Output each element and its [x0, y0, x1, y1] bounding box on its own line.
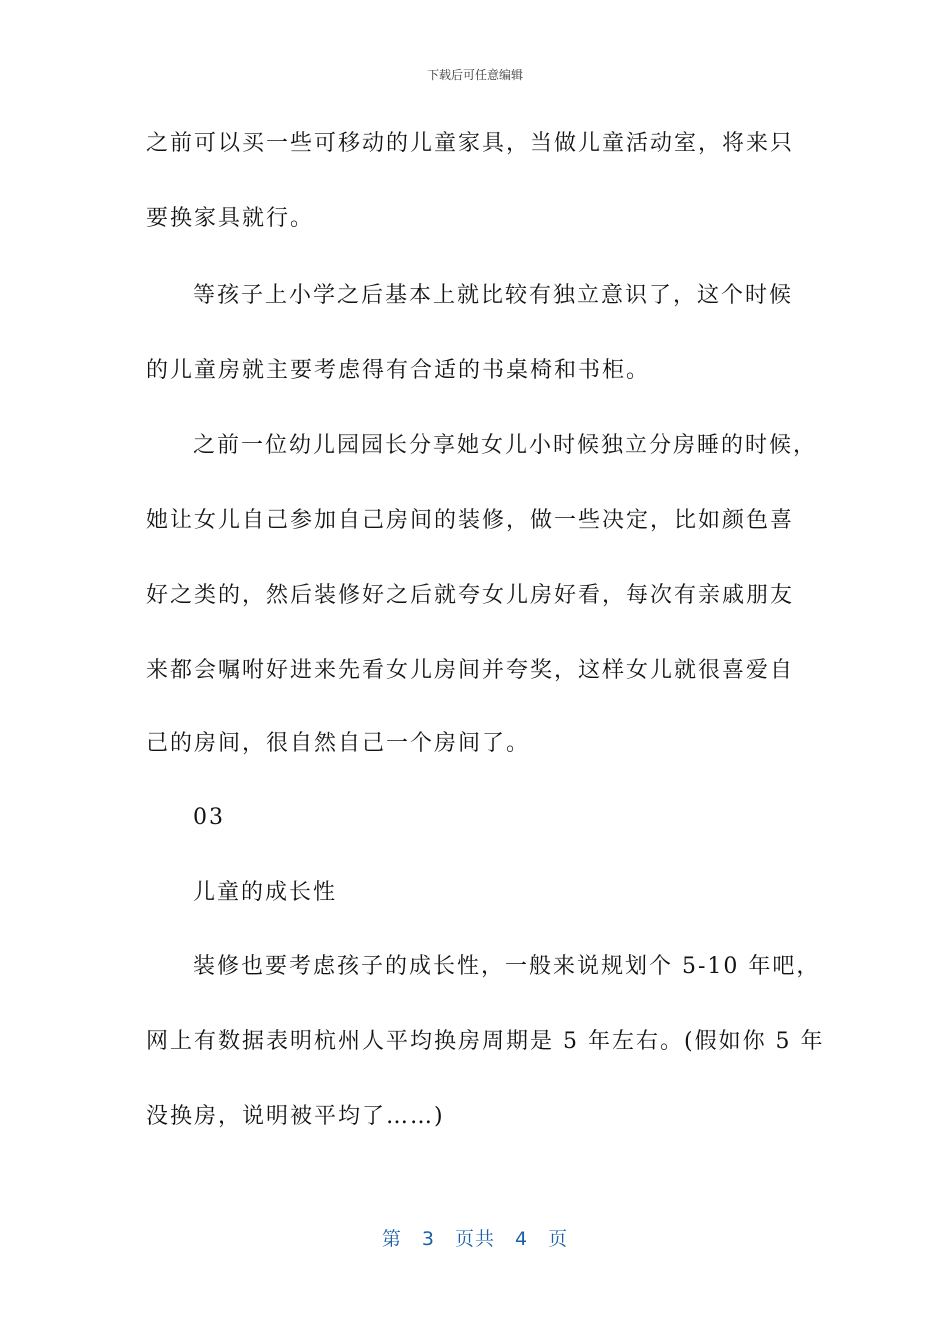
- footer-mid: 页共: [454, 1228, 495, 1250]
- paragraph-line: 装修也要考虑孩子的成长性，一般来说规划个 5-10 年吧，: [193, 954, 821, 979]
- paragraph-line: 好之类的，然后装修好之后就夸女儿房好看，每次有亲戚朋友: [146, 583, 795, 608]
- footer-prefix: 第: [381, 1228, 402, 1250]
- footer-suffix: 页: [548, 1228, 569, 1250]
- paragraph-line: 己的房间，很自然自己一个房间了。: [146, 731, 531, 756]
- paragraph-line: 她让女儿自己参加自己房间的装修，做一些决定，比如颜色喜: [146, 508, 795, 533]
- paragraph-line: 要换家具就行。: [146, 206, 315, 231]
- paragraph-line: 等孩子上小学之后基本上就比较有独立意识了，这个时候: [193, 283, 794, 308]
- paragraph-line: 的儿童房就主要考虑得有合适的书桌椅和书柜。: [146, 358, 651, 383]
- page-footer: [0, 1224, 950, 1251]
- paragraph-line: 之前一位幼儿园园长分享她女儿小时候独立分房睡的时候，: [193, 433, 818, 458]
- section-heading: 儿童的成长性: [193, 880, 338, 905]
- total-pages-number: 4: [515, 1228, 529, 1250]
- current-page-number: 3: [421, 1228, 435, 1250]
- paragraph-line: 网上有数据表明杭州人平均换房周期是 5 年左右。(假如你 5 年: [146, 1029, 825, 1054]
- page-header: 下载后可任意编辑: [426, 68, 523, 82]
- paragraph-line: 来都会嘱咐好进来先看女儿房间并夸奖，这样女儿就很喜爱自: [146, 658, 795, 683]
- paragraph-line: 没换房，说明被平均了……): [146, 1104, 445, 1129]
- section-number: 03: [193, 805, 225, 830]
- paragraph-line: 之前可以买一些可移动的儿童家具，当做儿童活动室，将来只: [146, 131, 795, 156]
